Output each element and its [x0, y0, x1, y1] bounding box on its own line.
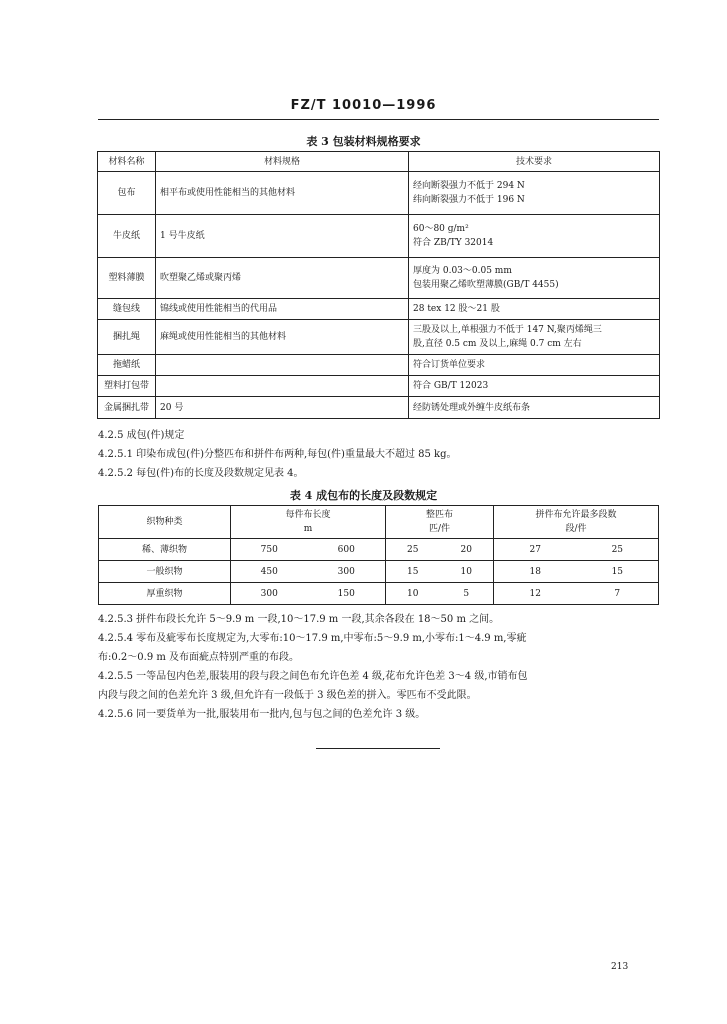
end-rule — [316, 748, 440, 749]
table-row — [98, 258, 660, 299]
material-req — [409, 397, 660, 419]
whole-value: 10 — [386, 583, 440, 605]
material-spec: 锦线或使用性能相当的代用品 — [156, 299, 409, 320]
paragraph: 4.2.5.1 印染布成包(件)分整匹布和拼件布两种,每包(件)重量最大不超过 85 kg。 — [98, 449, 457, 460]
req-line: 股,直径 0.5 cm 及以上,麻绳 0.7 cm 左右 — [413, 339, 582, 349]
paragraph: 4.2.5.6 同一要货单为一批,服装用布一批内,包与包之间的色差允许 3 级。 — [98, 709, 426, 720]
material-spec — [156, 355, 409, 376]
req-line: 包装用聚乙烯吹塑薄膜(GB/T 4455) — [413, 280, 559, 290]
table-row — [98, 172, 660, 215]
req-line: 经向断裂强力不低于 294 N — [413, 181, 525, 191]
material-req — [409, 258, 660, 299]
table-row — [98, 376, 660, 397]
paragraph: 4.2.5.4 零布及疵零布长度规定为,大零布:10～17.9 m,中零布:5～9.9 m,小零布:1～4.9 m,零疵 — [98, 633, 527, 644]
header-length-label: 每件布长度 — [285, 510, 331, 520]
fabric-kind: 一般织物 — [99, 561, 231, 583]
material-spec: 麻绳或使用性能相当的其他材料 — [156, 320, 409, 355]
material-name: 拖蜡纸 — [98, 355, 156, 376]
header-whole-label: 整匹布 — [426, 510, 454, 520]
table4-caption: 表 4 成包布的长度及段数规定 — [289, 489, 438, 502]
req-line: 三股及以上,单根强力不低于 147 N,聚丙烯绳三 — [413, 325, 602, 335]
material-req — [409, 299, 660, 320]
req-line: 28 tex 12 股～21 股 — [413, 304, 500, 314]
header-whole-unit: 匹/件 — [429, 524, 451, 534]
table4 — [98, 505, 659, 605]
pieces-value: 7 — [577, 583, 659, 605]
pieces-value: 18 — [494, 561, 577, 583]
material-req — [409, 376, 660, 397]
req-line: 经防锈处理或外缠牛皮纸布条 — [413, 402, 531, 413]
table3-caption: 表 3 包装材料规格要求 — [306, 135, 421, 148]
table4-header-kind: 织物种类 — [99, 506, 231, 539]
length-value: 300 — [231, 583, 308, 605]
header-length-unit: m — [303, 524, 313, 534]
material-req — [409, 320, 660, 355]
pieces-value: 27 — [494, 539, 577, 561]
pieces-value: 15 — [577, 561, 659, 583]
length-value: 150 — [308, 583, 386, 605]
table-row — [98, 397, 660, 419]
whole-value: 5 — [440, 583, 494, 605]
table-row — [98, 299, 660, 320]
header-rule — [98, 119, 659, 120]
material-name: 塑料打包带 — [98, 376, 156, 397]
table-row — [99, 561, 659, 583]
material-name: 塑料薄膜 — [98, 258, 156, 299]
pieces-value: 25 — [577, 539, 659, 561]
header-pieces-label: 拼件布允许最多段数 — [535, 510, 617, 520]
req-line: 符合 ZB/TY 32014 — [413, 238, 494, 248]
length-value: 300 — [308, 561, 386, 583]
table3-header-name: 材料名称 — [98, 152, 156, 172]
material-req — [409, 355, 660, 376]
paragraph: 布:0.2～0.9 m 及布面疵点特别严重的布段。 — [98, 652, 300, 663]
table-row — [99, 583, 659, 605]
table3-header-spec: 材料规格 — [156, 152, 409, 172]
table3-header-req: 技术要求 — [409, 152, 660, 172]
material-req — [409, 215, 660, 258]
req-line: 厚度为 0.03～0.05 mm — [413, 266, 512, 276]
whole-value: 10 — [440, 561, 494, 583]
material-name: 缝包线 — [98, 299, 156, 320]
table3-header-row — [98, 152, 660, 172]
table4-header-row — [99, 506, 659, 539]
material-spec — [156, 376, 409, 397]
paragraph: 4.2.5.3 拼件布段长允许 5～9.9 m 一段,10～17.9 m 一段,其余各段在 18～50 m 之间。 — [98, 614, 500, 625]
page-number: 213 — [611, 962, 629, 972]
material-name: 牛皮纸 — [98, 215, 156, 258]
fabric-kind: 稀、薄织物 — [99, 539, 231, 561]
length-value: 600 — [308, 539, 386, 561]
material-spec: 1 号牛皮纸 — [156, 215, 409, 258]
table4-header-pieces — [494, 506, 659, 539]
length-value: 450 — [231, 561, 308, 583]
material-spec: 20 号 — [156, 397, 409, 419]
length-value: 750 — [231, 539, 308, 561]
header-pieces-unit: 段/件 — [565, 524, 587, 534]
req-line: 60～80 g/m² — [413, 224, 469, 234]
material-name: 捆扎绳 — [98, 320, 156, 355]
req-line: 符合订货单位要求 — [413, 360, 486, 370]
paragraph: 内段与段之间的色差允许 3 级,但允许有一段低于 3 级色差的拼入。零匹布不受此限。 — [98, 690, 477, 701]
table-row — [99, 539, 659, 561]
table3 — [97, 151, 660, 419]
paragraph: 4.2.5.2 每包(件)布的长度及段数规定见表 4。 — [98, 468, 304, 479]
pieces-value: 12 — [494, 583, 577, 605]
whole-value: 20 — [440, 539, 494, 561]
table-row — [98, 320, 660, 355]
standard-number: FZ/T 10010—1996 — [290, 98, 437, 113]
material-req — [409, 172, 660, 215]
table-row — [98, 355, 660, 376]
req-line: 纬向断裂强力不低于 196 N — [413, 195, 525, 205]
section-4-2-5-3-text — [98, 610, 660, 724]
table4-header-length — [231, 506, 386, 539]
material-spec: 吹塑聚乙烯或聚丙烯 — [156, 258, 409, 299]
whole-value: 25 — [386, 539, 440, 561]
section-4-2-5-text — [98, 426, 660, 483]
material-name: 包布 — [98, 172, 156, 215]
paragraph: 4.2.5 成包(件)规定 — [98, 430, 185, 441]
whole-value: 15 — [386, 561, 440, 583]
paragraph: 4.2.5.5 一等品包内色差,服装用的段与段之间色布允许色差 4 级,花布允许色差 3～4 级,市销布包 — [98, 671, 528, 682]
fabric-kind: 厚重织物 — [99, 583, 231, 605]
table4-header-whole — [386, 506, 494, 539]
req-line: 符合 GB/T 12023 — [413, 381, 489, 391]
table-row — [98, 215, 660, 258]
material-name: 金属捆扎带 — [98, 397, 156, 419]
material-spec: 相平布或使用性能相当的其他材料 — [156, 172, 409, 215]
